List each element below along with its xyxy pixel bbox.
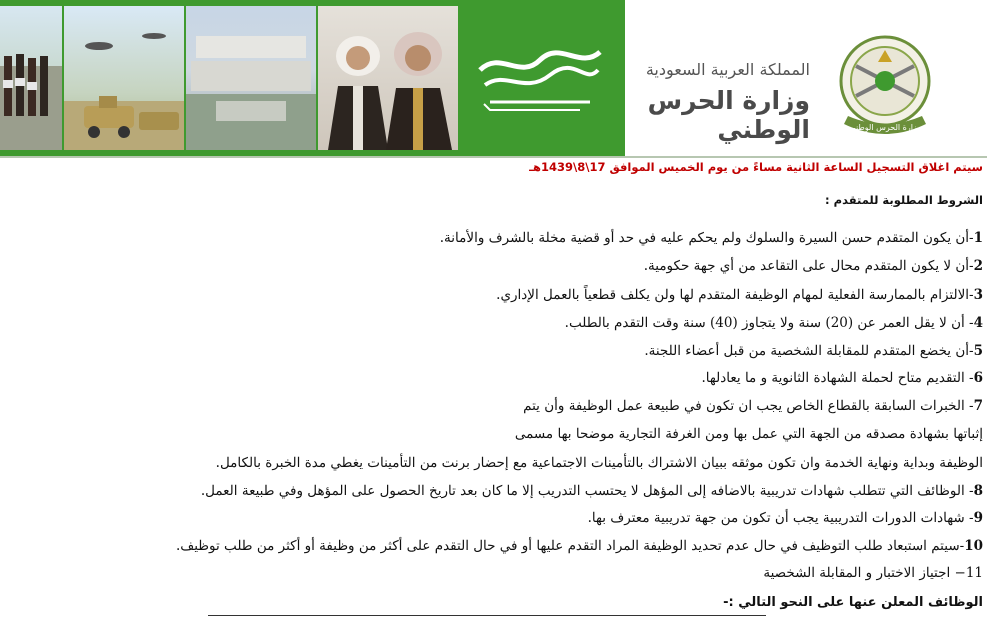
condition-item: 9- شهادات الدورات التدريبية يجب أن تكون من جهة تدريبية معترف بها.: [587, 510, 983, 526]
officials-illustration: [318, 6, 458, 150]
condition-item: 7- الخبرات السابقة بالقطاع الخاص يجب ان تكون في طبيعة عمل الوظيفة وأن يتم: [523, 398, 983, 414]
emblem-icon: [826, 26, 944, 144]
condition-item: 1-أن يكون المتقدم حسن السيرة والسلوك ولم يحكم عليه في حد أو قضية مخلة بالشرف والأمانة.: [439, 230, 983, 246]
condition-item: 5-أن يخضع المتقدم للمقابلة الشخصية من قبل أعضاء اللجنة.: [644, 343, 983, 359]
condition-item: 8- الوظائف التي تتطلب شهادات تدريبية بالاضافه إلى المؤهل لا يحتسب التدريب إلا ما كان بعد تاريخ الحصول على المؤهل وفي طبيعة العمل.: [200, 483, 983, 499]
condition-item: 3-الالتزام بالممارسة الفعلية لمهام الوظيفة المتقدم لها ولن يكلف قطعياً بالعمل الإداري.: [496, 287, 983, 303]
national-guard-emblem: [826, 26, 944, 144]
emblem-label: وزارة الحرس الوطني: [849, 123, 921, 132]
vehicles-illustration: [64, 6, 184, 150]
condition-item: 2-أن لا يكون المتقدم محال على التقاعد من أي جهة حكومية.: [643, 258, 983, 274]
header-divider: [0, 156, 987, 158]
kingdom-title: المملكة العربية السعودية: [645, 60, 810, 79]
condition-item: 10-سيتم استبعاد طلب التوظيف في حال عدم تحديد الوظيفة المراد التقدم عليها أو في حال التقدم على أكثر من وظيفة أو أكثر من طلب توظيف.: [175, 538, 983, 554]
condition-item: 11− اجتياز الاختبار و المقابلة الشخصية: [763, 565, 983, 581]
table-top-border: [208, 615, 766, 616]
condition-item: 6- التقديم متاح لحملة الشهادة الثانوية و ما يعادلها.: [701, 370, 983, 386]
banner-green-strip: [0, 0, 625, 158]
soldiers-illustration: [0, 6, 62, 150]
photo-military-vehicles: [64, 6, 184, 150]
condition-item-continued: إثباتها بشهادة مصدقه من الجهة التي عمل بها ومن الغرفة التجارية موضحا بها مسمى: [514, 426, 983, 442]
shahada-calligraphy: [470, 40, 610, 120]
photo-soldiers: [0, 6, 62, 150]
photo-officials: [318, 6, 458, 150]
photo-headquarters: [186, 6, 316, 150]
shahada-icon: [470, 40, 610, 120]
header-banner: [0, 0, 987, 158]
condition-item-continued: الوظيفة وبداية ونهاية الخدمة وان تكون موثقه ببيان الاشتراك بالتأمينات الاجتماعية مع إحضار برنت من التأمينات يغطي مدة الخبرة بالكامل.: [215, 455, 983, 471]
ministry-title: وزارة الحرس الوطني: [647, 86, 810, 144]
building-illustration: [186, 6, 316, 150]
condition-item: 4- أن لا يقل العمر عن (20) سنة ولا يتجاوز (40) سنة وقت التقدم بالطلب.: [564, 315, 983, 331]
jobs-title: الوظائف المعلن عنها على النحو التالي :-: [723, 595, 983, 610]
conditions-title: الشروط المطلوبة للمتقدم :: [825, 193, 983, 207]
registration-notice: سيتم اغلاق التسجيل الساعة الثانية مساءً من يوم الخميس الموافق 17\8\1439هـ: [529, 160, 983, 174]
